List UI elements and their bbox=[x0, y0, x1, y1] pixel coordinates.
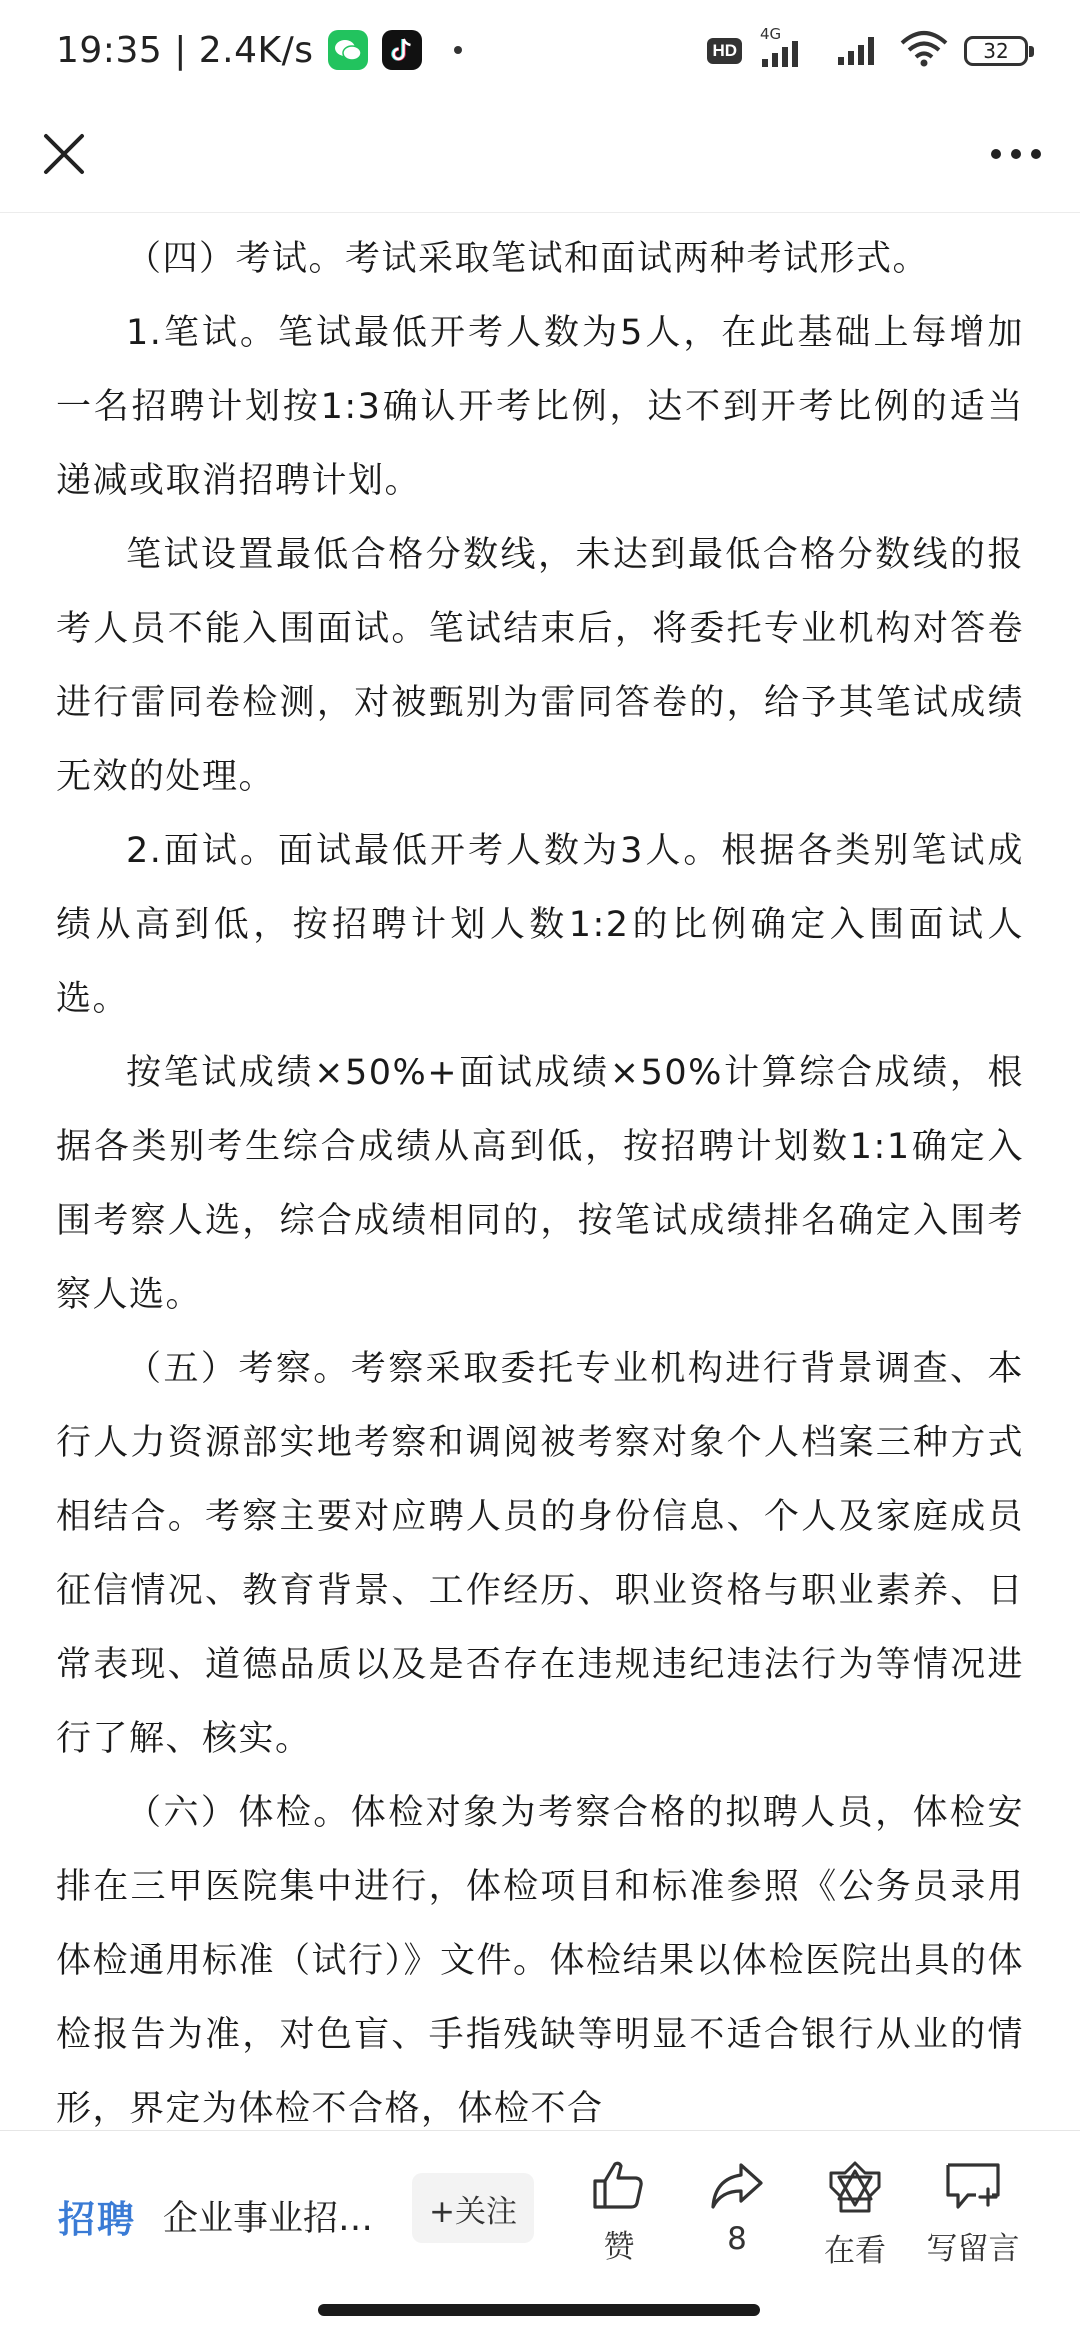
signal-icon bbox=[834, 29, 884, 73]
paragraph-interview: 2.面试。面试最低开考人数为3人。根据各类别笔试成绩从高到低，按招聘计划人数1:2的比例确定入围面试人选。 bbox=[56, 831, 1024, 1019]
home-indicator[interactable] bbox=[318, 2304, 760, 2316]
paragraph-written-test: 1.笔试。笔试最低开考人数为5人，在此基础上每增加一名招聘计划按1:3确认开考比例，达不到开考比例的适当递减或取消招聘计划。 bbox=[56, 313, 1024, 501]
signal-4g-icon bbox=[756, 25, 820, 71]
hd-badge: HD bbox=[707, 38, 742, 64]
comment-button[interactable] bbox=[918, 2155, 1028, 2305]
like-label: 赞 bbox=[603, 2229, 635, 2265]
status-bar bbox=[0, 0, 1080, 96]
article-body bbox=[56, 218, 1024, 2130]
paragraph-investigation: （五）考察。考察采取委托专业机构进行背景调查、本行人力资源部实地考察和调阅被考察对象个人档案三种方式相结合。考察主要对应聘人员的身份信息、个人及家庭成员征信情况、教育背景、工作经历、职业资格与职业素养、日常表现、道德品质以及是否存在违规违纪违法行为等情况进行了解、核实。 bbox=[56, 1349, 1024, 1759]
account-name[interactable]: 招聘 bbox=[58, 2198, 136, 2241]
tiktok-icon bbox=[382, 30, 422, 70]
status-right bbox=[707, 26, 1028, 76]
wechat-icon bbox=[328, 30, 368, 70]
more-button[interactable] bbox=[980, 118, 1052, 190]
close-button[interactable] bbox=[28, 118, 100, 190]
paragraph-pass-line: 笔试设置最低合格分数线，未达到最低合格分数线的报考人员不能入围面试。笔试结束后，将委托专业机构对答卷进行雷同卷检测，对被甄别为雷同答卷的，给予其笔试成绩无效的处理。 bbox=[56, 535, 1024, 797]
status-time: 19:35 | 2.4K/s bbox=[56, 29, 314, 71]
share-button[interactable] bbox=[682, 2155, 792, 2305]
wifi-icon bbox=[898, 29, 950, 73]
paragraph-composite-score: 按笔试成绩×50%+面试成绩×50%计算综合成绩，根据各类别考生综合成绩从高到低，按招聘计划数1:1确定入围考察人选，综合成绩相同的，按笔试成绩排名确定入围考察人选。 bbox=[56, 1053, 1024, 1315]
account-description[interactable]: 企业事业招… bbox=[163, 2199, 374, 2239]
watching-flower-icon bbox=[827, 2159, 883, 2215]
thumbs-up-icon bbox=[591, 2159, 647, 2211]
follow-button[interactable]: +关注 bbox=[412, 2173, 534, 2243]
status-left bbox=[56, 24, 462, 76]
notification-dot bbox=[454, 46, 462, 54]
paragraph-physical-exam: （六）体检。体检对象为考察合格的拟聘人员，体检安排在三甲医院集中进行，体检项目和标准参照《公务员录用体检通用标准（试行）》文件。体检结果以体检医院出具的体检报告为准，对色盲、手指残缺等明显不适合银行从业的情形，界定为体检不合格，体检不合 bbox=[56, 1793, 1024, 2129]
battery-indicator: 32 bbox=[964, 36, 1028, 66]
watching-label: 在看 bbox=[824, 2233, 886, 2269]
comment-label: 写留言 bbox=[926, 2231, 1020, 2267]
close-icon bbox=[42, 132, 86, 176]
more-dots-icon bbox=[990, 148, 1042, 160]
watching-button[interactable] bbox=[800, 2155, 910, 2305]
like-button[interactable] bbox=[564, 2155, 674, 2305]
network-type: 4G bbox=[760, 25, 782, 43]
share-arrow-icon bbox=[709, 2159, 765, 2211]
paragraph-exam: （四）考试。考试采取笔试和面试两种考试形式。 bbox=[126, 239, 930, 279]
share-count: 8 bbox=[727, 2221, 747, 2257]
top-nav bbox=[0, 96, 1080, 213]
comment-add-icon bbox=[944, 2159, 1002, 2213]
